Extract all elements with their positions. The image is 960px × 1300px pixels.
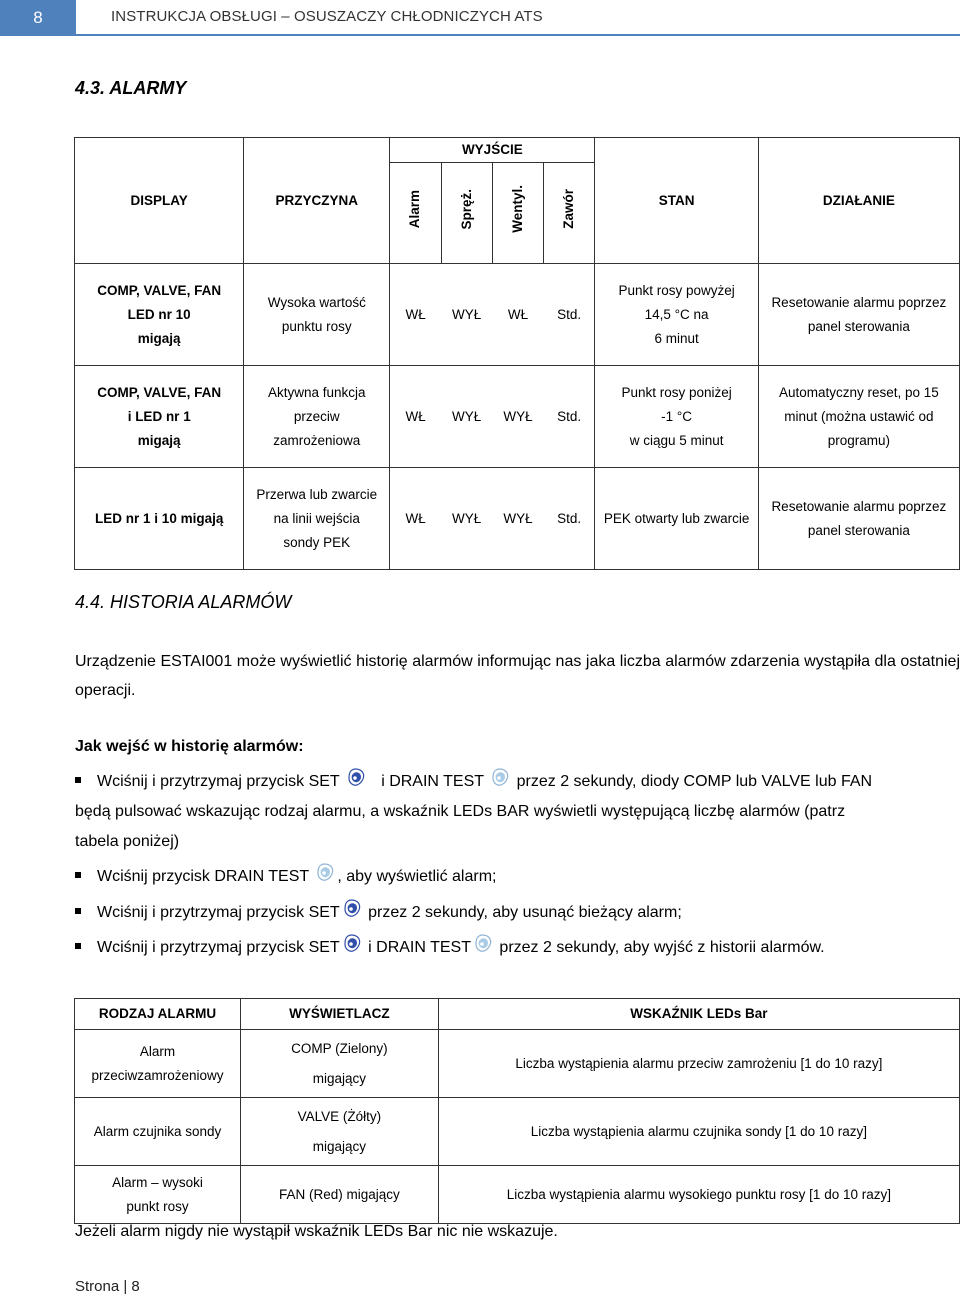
col-header-output: WYJŚCIE: [390, 138, 595, 163]
cell-display: VALVE (Żółty) migający: [240, 1098, 438, 1166]
table-row: [75, 264, 960, 366]
row-cause: Przerwa lub zwarcie na linii wejścia sondy PEK: [244, 468, 390, 570]
col-header-output-fan: Wentyl.: [492, 163, 543, 264]
col-header-action: DZIAŁANIE: [758, 138, 959, 264]
row-state: Punkt rosy powyżej 14,5 °C na 6 minut: [595, 264, 758, 366]
col-header-state: STAN: [595, 138, 758, 264]
list-item-continuation: tabela poniżej): [75, 833, 180, 850]
drain-test-button-icon: [473, 933, 493, 953]
header-divider: [76, 34, 960, 36]
bullet-marker: [75, 777, 81, 783]
row-cause: Aktywna funkcja przeciw zamrożeniowa: [244, 366, 390, 468]
row-output: WYŁ: [492, 468, 543, 570]
row-output: WYŁ: [441, 264, 492, 366]
cell-display: FAN (Red) migający: [240, 1166, 438, 1224]
list-item: Wciśnij i przytrzymaj przycisk SET i DRAIN TEST przez 2 sekundy, aby wyjść z historii alarmów.: [75, 933, 960, 963]
row-display: LED nr 1 i 10 migają: [75, 468, 244, 570]
col-header-output-alarm: Alarm: [390, 163, 441, 264]
bullet-marker: [75, 943, 81, 949]
col-header-display: DISPLAY: [75, 138, 244, 264]
list-item: Wciśnij i przytrzymaj przycisk SET i DRAIN TEST przez 2 sekundy, diody COMP lub VALVE lub FAN: [75, 767, 960, 797]
col-header-display: WYŚWIETLACZ: [240, 999, 438, 1030]
drain-test-button-icon: [315, 862, 335, 882]
set-button-icon: [346, 767, 366, 787]
howto-heading: Jak wejść w historię alarmów:: [75, 738, 304, 755]
row-state: PEK otwarty lub zwarcie: [595, 468, 758, 570]
table-row: [75, 1098, 960, 1166]
document-title: INSTRUKCJA OBSŁUGI – OSUSZACZY CHŁODNICZYCH ATS: [111, 8, 543, 25]
cell-led-bar: Liczba wystąpienia alarmu czujnika sondy [1 do 10 razy]: [438, 1098, 959, 1166]
page-footer: Strona | 8: [75, 1278, 140, 1295]
page-number-badge: 8: [0, 0, 76, 36]
set-button-icon: [342, 898, 362, 918]
col-header-output-valve: Zawór: [544, 163, 595, 264]
row-output: WŁ: [390, 264, 441, 366]
col-header-alarm-type: RODZAJ ALARMU: [75, 999, 241, 1030]
cell-alarm-type: Alarm czujnika sondy: [75, 1098, 241, 1166]
row-output: Std.: [544, 468, 595, 570]
col-header-led-bar: WSKAŹNIK LEDs Bar: [438, 999, 959, 1030]
list-item: Wciśnij przycisk DRAIN TEST , aby wyświetlić alarm;: [75, 862, 960, 892]
drain-test-button-icon: [490, 767, 510, 787]
cell-display: COMP (Zielony) migający: [240, 1030, 438, 1098]
row-output: WŁ: [492, 264, 543, 366]
row-output: WŁ: [390, 468, 441, 570]
row-cause: Wysoka wartość punktu rosy: [244, 264, 390, 366]
history-footnote: Jeżeli alarm nigdy nie wystąpił wskaźnik LEDs Bar nic nie wskazuje.: [75, 1223, 558, 1240]
table-row: [75, 468, 960, 570]
history-intro: Urządzenie ESTAI001 może wyświetlić historię alarmów informując nas jaka liczba alarmów zdarzenia wystąpiła dla ostatniej operacji.: [75, 653, 960, 699]
set-button-icon: [342, 933, 362, 953]
bullet-marker: [75, 872, 81, 878]
alarm-history-table: [74, 998, 960, 1224]
row-output: WYŁ: [441, 468, 492, 570]
cell-alarm-type: Alarm – wysoki punkt rosy: [75, 1166, 241, 1224]
row-action: Resetowanie alarmu poprzez panel sterowania: [758, 264, 959, 366]
cell-alarm-type: Alarm przeciwzamrożeniowy: [75, 1030, 241, 1098]
table-row: [75, 1166, 960, 1224]
row-output: WYŁ: [441, 366, 492, 468]
col-header-output-compressor: Spręż.: [441, 163, 492, 264]
row-display: COMP, VALVE, FAN LED nr 10 migają: [75, 264, 244, 366]
col-header-cause: PRZYCZYNA: [244, 138, 390, 264]
table-row: [75, 1030, 960, 1098]
history-section-heading: 4.4. HISTORIA ALARMÓW: [75, 592, 292, 612]
alarms-table: [74, 137, 960, 570]
row-state: Punkt rosy poniżej -1 °C w ciągu 5 minut: [595, 366, 758, 468]
row-display: COMP, VALVE, FAN i LED nr 1 migają: [75, 366, 244, 468]
row-output: WŁ: [390, 366, 441, 468]
row-output: Std.: [544, 264, 595, 366]
cell-led-bar: Liczba wystąpienia alarmu wysokiego punktu rosy [1 do 10 razy]: [438, 1166, 959, 1224]
bullet-marker: [75, 908, 81, 914]
row-output: Std.: [544, 366, 595, 468]
row-action: Automatyczny reset, po 15 minut (można ustawić od programu): [758, 366, 959, 468]
page-header: [0, 0, 960, 36]
list-item-continuation: będą pulsować wskazując rodzaj alarmu, a wskaźnik LEDs BAR wyświetli występującą liczbę alarmów (patrz: [75, 803, 846, 820]
row-output: WYŁ: [492, 366, 543, 468]
table-row: [75, 366, 960, 468]
row-action: Resetowanie alarmu poprzez panel sterowania: [758, 468, 959, 570]
list-item: Wciśnij i przytrzymaj przycisk SET przez 2 sekundy, aby usunąć bieżący alarm;: [75, 898, 960, 928]
cell-led-bar: Liczba wystąpienia alarmu przeciw zamrożeniu [1 do 10 razy]: [438, 1030, 959, 1098]
alarms-section-heading: 4.3. ALARMY: [75, 78, 187, 98]
